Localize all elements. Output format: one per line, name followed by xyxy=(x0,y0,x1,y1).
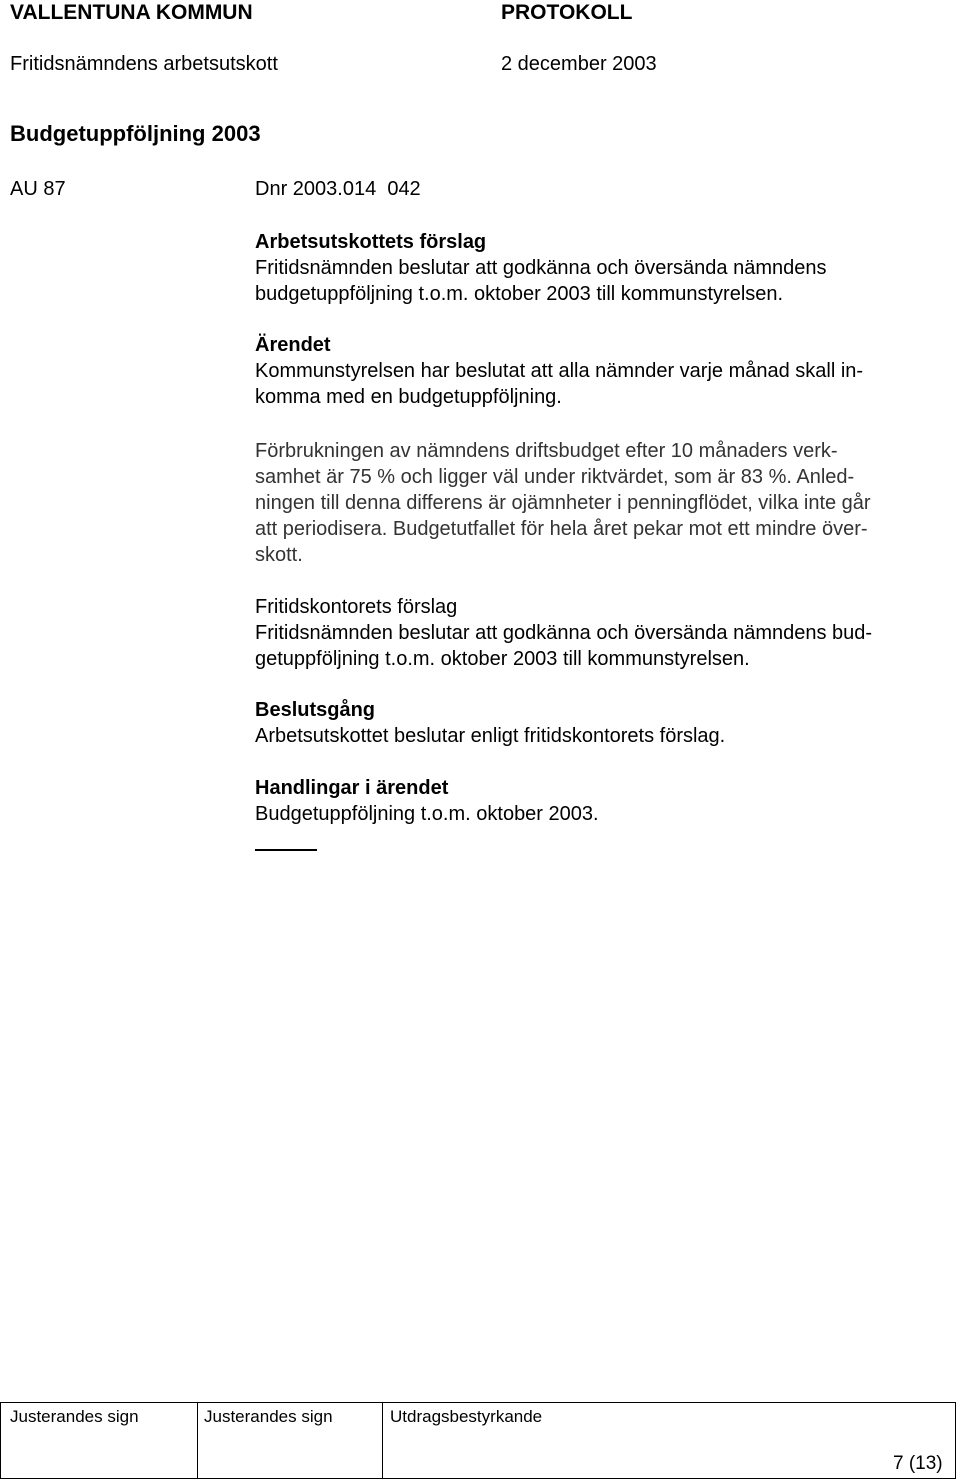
section-number: AU 87 xyxy=(10,178,66,200)
decision-heading: Beslutsgång xyxy=(255,699,376,721)
decision-text: Arbetsutskottet beslutar enligt fritidskontorets förslag. xyxy=(255,725,726,747)
page-number: 7 (13) xyxy=(893,1453,943,1474)
proposal-line: budgetuppföljning t.o.m. oktober 2003 till kommunstyrelsen. xyxy=(255,283,784,305)
usage-line: ningen till denna differens är ojämnheter i penningflödet, vilka inte går xyxy=(255,492,871,514)
footer-divider xyxy=(955,1402,956,1478)
footer-top-border xyxy=(0,1402,956,1403)
meeting-date: 2 december 2003 xyxy=(501,53,657,75)
matter-text xyxy=(255,358,955,410)
footer-divider xyxy=(0,1402,1,1478)
footer-bottom-border xyxy=(0,1478,956,1479)
matter-line: komma med en budgetuppföljning. xyxy=(255,386,562,408)
document-type: PROTOKOLL xyxy=(501,1,633,24)
proposal-heading: Arbetsutskottets förslag xyxy=(255,231,487,253)
matter-heading: Ärendet xyxy=(255,334,331,356)
usage-paragraph xyxy=(255,438,955,568)
footer-extract-cert: Utdragsbestyrkande xyxy=(390,1407,543,1426)
page-title: Budgetuppföljning 2003 xyxy=(10,121,261,146)
office-proposal-line: getuppföljning t.o.m. oktober 2003 till kommunstyrelsen. xyxy=(255,648,750,670)
documents-heading: Handlingar i ärendet xyxy=(255,777,449,799)
diary-number: Dnr 2003.014 042 xyxy=(255,178,421,200)
office-proposal-heading: Fritidskontorets förslag xyxy=(255,596,458,618)
matter-line: Kommunstyrelsen har beslutat att alla nämnder varje månad skall in- xyxy=(255,360,864,382)
documents-text: Budgetuppföljning t.o.m. oktober 2003. xyxy=(255,803,599,825)
usage-line: samhet är 75 % och ligger väl under riktvärdet, som är 83 %. Anled- xyxy=(255,466,855,488)
committee-name: Fritidsnämndens arbetsutskott xyxy=(10,53,278,75)
proposal-text xyxy=(255,255,955,307)
office-proposal-line: Fritidsnämnden beslutar att godkänna och översända nämndens bud- xyxy=(255,622,873,644)
municipality-name: VALLENTUNA KOMMUN xyxy=(10,1,253,24)
closing-rule xyxy=(255,849,317,851)
usage-line: Förbrukningen av nämndens driftsbudget efter 10 månaders verk- xyxy=(255,440,838,462)
footer-divider xyxy=(382,1402,383,1478)
usage-line: skott. xyxy=(255,544,303,566)
footer-sign-2: Justerandes sign xyxy=(204,1407,333,1426)
office-proposal-text xyxy=(255,620,955,672)
footer-divider xyxy=(197,1402,198,1478)
proposal-line: Fritidsnämnden beslutar att godkänna och översända nämndens xyxy=(255,257,827,279)
usage-line: att periodisera. Budgetutfallet för hela året pekar mot ett mindre över- xyxy=(255,518,868,540)
footer-sign-1: Justerandes sign xyxy=(10,1407,139,1426)
